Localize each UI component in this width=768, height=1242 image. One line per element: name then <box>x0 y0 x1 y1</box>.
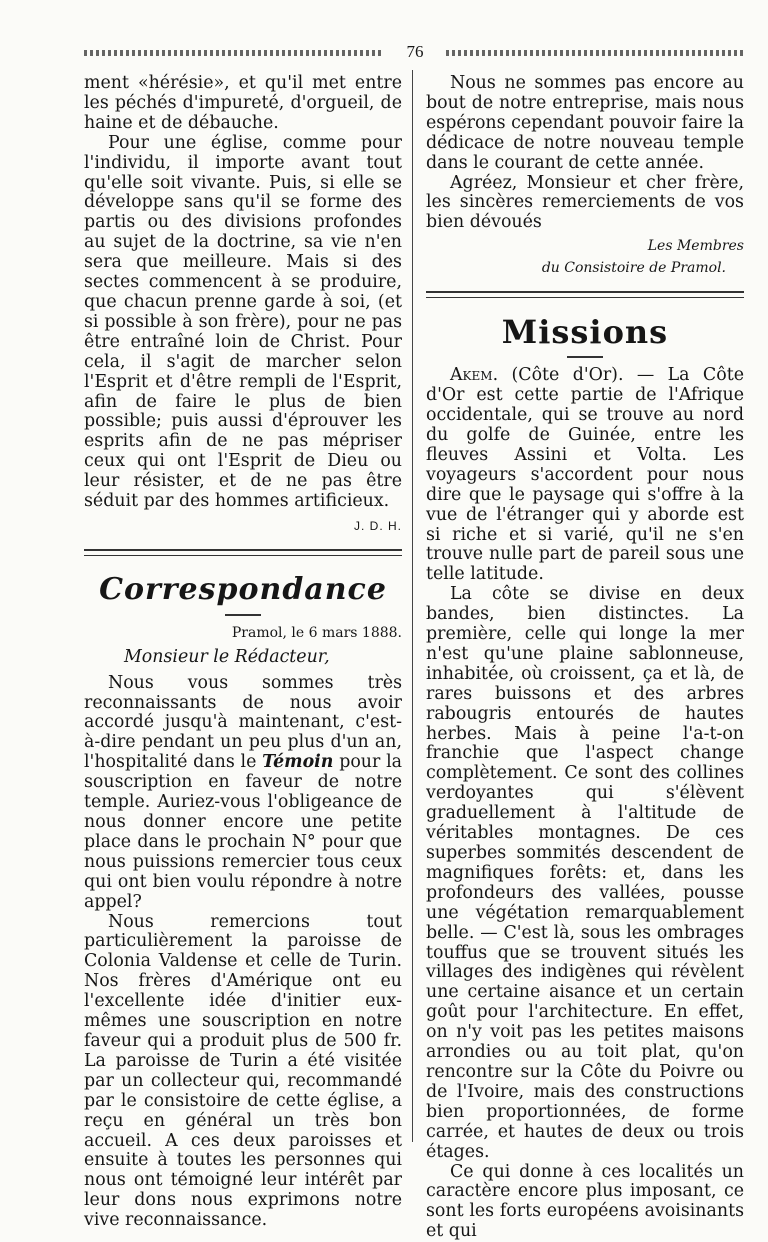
letter-dateline: Pramol, le 6 mars 1888. <box>84 624 402 644</box>
letter-signature: Les Membres du Consistoire de Pramol. <box>426 235 744 279</box>
right-column <box>426 74 744 1242</box>
title-dash <box>225 614 261 616</box>
title-dash <box>567 356 603 358</box>
letter-paragraph: Agréez, Monsieur et cher frère, les sincères remerciements de vos bien dévoués <box>426 174 744 234</box>
column-divider <box>412 70 413 1142</box>
section-divider <box>84 549 402 556</box>
newspaper-name: Témoin <box>262 752 333 772</box>
article-signature: J. D. H. <box>84 517 402 537</box>
place-lead-word: Akem. <box>450 365 498 385</box>
section-divider <box>426 291 744 298</box>
letter-paragraph: Nous remercions tout particulièrement la paroisse de Colonia Valdense et celle de Turin. Nos frères d'Amérique ont eu l'excellente idée d'initier eux-mêmes une souscription en notre faveur qui a produit plus de 500 fr. La paroisse de Turin a été visitée par un collecteur qui, recommandé par le consistoire de cette église, a reçu en général un très bon accueil. A ces deux paroisses et ensuite à toutes les personnes qui nous ont témoigné leur intérêt par leur dons nous exprimons notre vive reconnaissance. <box>84 913 402 1232</box>
letter-salutation: Monsieur le Rédacteur, <box>124 648 402 668</box>
missions-paragraph: Ce qui donne à ces localités un caractère encore plus imposant, ce sont les forts européens avoisinants et qui <box>426 1163 744 1242</box>
page-header <box>84 40 746 66</box>
left-column <box>84 74 402 1231</box>
section-title-correspondance: Correspondance <box>84 570 402 610</box>
page-number: 76 <box>84 42 746 62</box>
missions-paragraph: La côte se divise en deux bandes, bien distinctes. La première, celle qui longe la mer n'est qu'une plaine sablonneuse, inhabitée, où croissent, ça et là, de rares buissons et des arbres rabougris entourés de hautes herbes. Mais à peine l'a-t-on franchie que l'aspect change complètement. Ce sont des collines verdoyantes qui s'élèvent graduellement à l'altitude de véritables montagnes. De ces superbes sommités descendent de magnifiques forêts: et, dans les profondeurs des vallées, pousse une végétation remarquablement belle. — C'est là, sous les ombrages touffus que se trouvent situés les villages des indigènes qui révèlent une certaine aisance et un certain goût pour l'architecture. En effet, on n'y voit pas les petites maisons arrondies ou au toit plat, qu'on rencontre sur la Côte du Poivre ou de l'Ivoire, mais des constructions bien proportionnées, de forme carrée, et hautes de deux ou trois étages. <box>426 585 744 1162</box>
article-paragraph: ment «hérésie», et qu'il met entre les péchés d'impureté, d'orgueil, de haine et de débauche. <box>84 74 402 134</box>
letter-paragraph: Nous vous sommes très reconnaissants de nous avoir accordé jusqu'à maintenant, c'est-à-dire pendant un peu plus d'un an, l'hospitalité dans le Témoin pour la souscription en faveur de notre temple. Auriez-vous l'obligeance de nous donner encore une petite place dans le prochain N° pour que nous puissions remercier tous ceux qui ont bien voulu répondre à notre appel? <box>84 674 402 913</box>
missions-paragraph: Akem. (Côte d'Or). — La Côte d'Or est cette partie de l'Afrique occidentale, qui se trouve au nord du golfe de Guinée, entre les fleuves Assini et Volta. Les voyageurs s'accordent pour nous dire que le paysage qui s'offre à la vue de l'étranger qui y aborde est si riche et si varié, qu'il ne s'en trouve nulle part de pareil sous une telle latitude. <box>426 366 744 585</box>
letter-paragraph: Nous ne sommes pas encore au bout de notre entreprise, mais nous espérons cependant pouvoir faire la dédicace de notre nouveau temple dans le courant de cette année. <box>426 74 744 174</box>
header-ornament-right <box>446 50 746 56</box>
section-title-missions: Missions <box>426 312 744 352</box>
article-paragraph: Pour une église, comme pour l'individu, il importe avant tout qu'elle soit vivante. Puis, si elle se développe sans qu'il se forme des partis ou des divisions profondes au sujet de la doctrine, sa vie n'en sera que meilleure. Mais si des sectes commencent à se produire, que chacun prenne garde à soi, (et si possible à son frère), pour ne pas être entraîné loin de Christ. Pour cela, il s'agit de marcher selon l'Esprit et d'être rempli de l'Esprit, afin de faire le plus de bien possible; puis aussi d'éprouver les esprits afin de ne pas mépriser ceux qui ont l'Esprit de Dieu ou leur résister, et de ne pas être séduit par des hommes artificieux. <box>84 134 402 512</box>
